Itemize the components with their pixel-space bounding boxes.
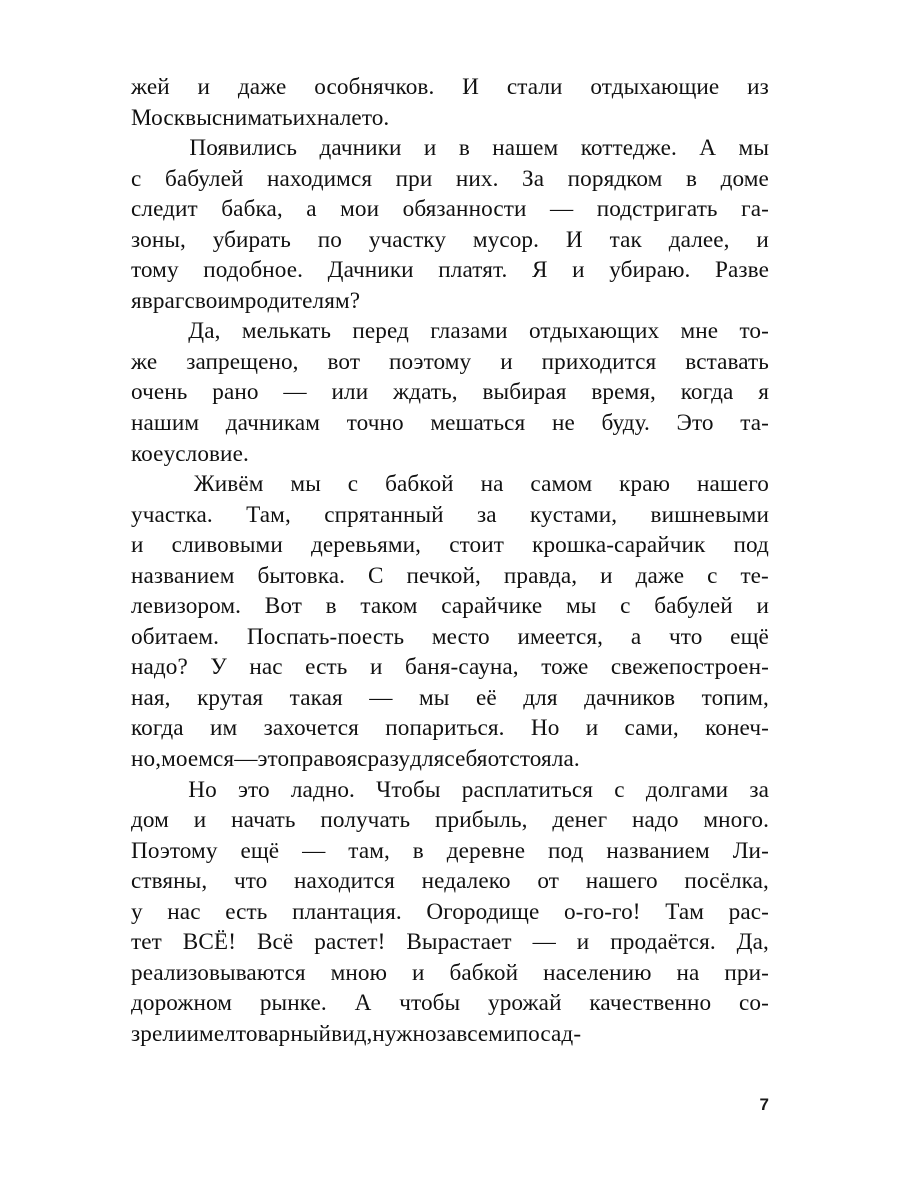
word: них. <box>455 165 499 192</box>
word: мною <box>330 959 388 986</box>
text-line <box>131 225 769 256</box>
text-line <box>131 622 769 653</box>
word: враг <box>141 287 185 314</box>
word: сарайчике <box>441 593 543 620</box>
word: в <box>685 165 698 192</box>
word: запрещено, <box>186 348 299 375</box>
word: баня-сауна, <box>404 654 519 681</box>
text-line <box>131 469 769 500</box>
word: сами, <box>624 715 679 742</box>
word: я <box>758 379 769 406</box>
word: та- <box>740 410 769 437</box>
text-line <box>131 652 769 683</box>
text-line <box>131 866 769 897</box>
word: топим, <box>701 684 769 711</box>
word: порядком <box>567 165 663 192</box>
word: очень <box>131 379 188 406</box>
word: сразу <box>357 746 411 773</box>
word: имеется, <box>517 623 604 650</box>
word: есть <box>225 898 268 925</box>
word: крошка-сарайчик <box>532 532 706 559</box>
word: прибыль, <box>435 807 528 834</box>
word: то- <box>739 318 769 345</box>
word: лето. <box>339 104 390 131</box>
word: продаётся. <box>610 929 716 956</box>
word: а <box>630 623 642 650</box>
word: Я <box>531 257 548 284</box>
word: даже <box>635 562 685 589</box>
word: и <box>131 532 144 559</box>
word: убирать <box>212 226 291 253</box>
word: под <box>733 532 769 559</box>
word: время, <box>591 379 656 406</box>
word: нас <box>249 654 283 681</box>
word: когда <box>680 379 734 406</box>
word: получать <box>320 807 411 834</box>
word: — <box>369 684 393 711</box>
word: правда, <box>503 562 578 589</box>
word: Поэтому <box>131 837 218 864</box>
word: мне <box>680 318 719 345</box>
word: Это <box>676 410 714 437</box>
text-line <box>131 836 769 867</box>
word: под <box>548 837 584 864</box>
word: бабулей <box>654 593 733 620</box>
word: доме <box>720 165 769 192</box>
word: — <box>283 379 307 406</box>
word: особнячков. <box>314 74 435 100</box>
word: на <box>480 471 504 498</box>
word: в <box>412 837 424 864</box>
word: за <box>436 1020 457 1047</box>
word: Да, <box>736 929 769 956</box>
word: Дачники <box>327 257 414 284</box>
word: платят. <box>438 257 508 284</box>
word: сливовыми <box>171 532 283 559</box>
word: что <box>669 623 703 650</box>
word: с <box>131 165 142 192</box>
word: С <box>367 562 384 589</box>
word: когда <box>131 715 184 742</box>
word: зрел <box>131 1020 175 1047</box>
word: при- <box>724 959 769 986</box>
word: те- <box>740 562 769 589</box>
word: Всё <box>256 929 294 956</box>
word: и <box>756 226 769 253</box>
word: с <box>620 593 631 620</box>
word: А <box>699 135 717 162</box>
text-line <box>131 286 769 317</box>
word: и <box>576 929 590 956</box>
word: краю <box>619 471 671 498</box>
word: их <box>292 104 317 131</box>
text-line <box>131 316 769 347</box>
word: реализовываются <box>131 959 306 986</box>
word: её <box>475 684 497 711</box>
word: ждать, <box>393 379 458 406</box>
word: мелькать <box>241 318 332 345</box>
word: вид, <box>331 1020 373 1047</box>
word: названием <box>131 562 235 589</box>
text-line <box>131 958 769 989</box>
word: в <box>458 135 470 162</box>
word: нашего <box>585 868 658 895</box>
word: своим <box>184 287 245 314</box>
word: мы <box>419 684 450 711</box>
word: — <box>234 746 258 773</box>
text-line <box>131 713 769 744</box>
word: и <box>423 135 437 162</box>
word: перед <box>352 318 409 345</box>
word: со- <box>739 990 769 1017</box>
word: поэтому <box>389 348 472 375</box>
word: — <box>532 929 556 956</box>
word: с <box>347 471 359 498</box>
word: ствяны, <box>131 868 208 895</box>
text-line <box>131 561 769 592</box>
word: мы <box>566 593 597 620</box>
text-line <box>131 103 769 134</box>
word: бабулей <box>164 165 244 192</box>
word: это <box>257 746 290 773</box>
word: тому <box>131 257 179 284</box>
word: Ли- <box>732 837 769 864</box>
word: обязанности <box>402 196 527 223</box>
paragraph <box>131 133 769 316</box>
text-line <box>131 744 769 775</box>
word: вот <box>327 348 361 375</box>
word: Поспать-поесть <box>246 623 405 650</box>
word: таком <box>360 593 418 620</box>
word: жей <box>131 74 170 100</box>
paragraph <box>131 469 769 774</box>
word: моемся <box>161 746 235 773</box>
paragraph <box>131 316 769 469</box>
word: отдыхающих <box>528 318 660 345</box>
text-line <box>131 1019 769 1050</box>
word: и <box>197 74 211 100</box>
text-line <box>131 530 769 561</box>
word: по <box>317 226 342 253</box>
word: бабка, <box>221 196 283 223</box>
paragraph <box>131 72 769 133</box>
word: но, <box>131 746 162 773</box>
word: с <box>614 776 625 803</box>
word: населению <box>543 959 652 986</box>
word: урожай <box>488 990 562 1017</box>
word: и <box>193 807 207 834</box>
word: зоны, <box>131 226 186 253</box>
word: Чтобы <box>376 776 441 803</box>
word: следит <box>131 196 198 223</box>
word: рас- <box>728 898 769 925</box>
word: глазами <box>430 318 508 345</box>
word: самом <box>530 471 593 498</box>
text-line <box>131 897 769 928</box>
word: дачники <box>319 135 402 162</box>
word: а <box>306 196 317 223</box>
word: надо <box>632 807 679 834</box>
word: находимся <box>267 165 373 192</box>
word: Но <box>188 776 217 803</box>
word: га- <box>741 196 769 223</box>
word: Живём <box>193 471 264 498</box>
word: И <box>462 74 480 100</box>
word: рынке. <box>259 990 327 1017</box>
word: Огородище <box>426 898 540 925</box>
word: стоит <box>449 532 504 559</box>
word: нашем <box>492 135 559 162</box>
word: и <box>500 348 513 375</box>
word: там, <box>348 837 390 864</box>
word: место <box>431 623 490 650</box>
word: конеч- <box>705 715 769 742</box>
word: на <box>316 104 340 131</box>
word: кустами, <box>529 501 618 528</box>
word: тоже <box>541 654 589 681</box>
word: участку <box>368 226 447 253</box>
word: начать <box>231 807 296 834</box>
word: мои <box>340 196 380 223</box>
text-line <box>131 683 769 714</box>
text-line <box>131 194 769 225</box>
word: отстояла. <box>487 746 580 773</box>
word: коттедже. <box>580 135 677 162</box>
word: это <box>237 776 270 803</box>
word: есть <box>305 654 348 681</box>
word: с <box>707 562 718 589</box>
word: печкой, <box>406 562 481 589</box>
word: мусор. <box>472 226 540 253</box>
word: ещё <box>240 837 280 864</box>
word: за <box>749 776 769 803</box>
word: тет <box>131 929 162 956</box>
word: убираю. <box>609 257 691 284</box>
word: У <box>210 654 227 681</box>
word: Москвы <box>131 104 212 131</box>
word: отдыхающие <box>590 74 720 100</box>
text-line <box>131 805 769 836</box>
word: Там, <box>246 501 291 528</box>
word: посад- <box>515 1020 582 1047</box>
word: и <box>585 715 599 742</box>
word: же <box>131 348 158 375</box>
word: названием <box>606 837 710 864</box>
word: плантация. <box>292 898 402 925</box>
word: деревьями, <box>311 532 422 559</box>
word: себя <box>444 746 488 773</box>
word: и <box>756 593 769 620</box>
word: имел <box>186 1020 236 1047</box>
word: что <box>233 868 268 895</box>
word: за <box>477 501 497 528</box>
word: захочется <box>263 715 359 742</box>
text-line <box>131 439 769 470</box>
word: ВСЁ! <box>182 929 237 956</box>
word: бабкой <box>385 471 454 498</box>
word: у <box>131 898 143 925</box>
word: на <box>676 959 700 986</box>
word: Разве <box>715 257 769 284</box>
word: я <box>131 287 142 314</box>
word: денег <box>552 807 608 834</box>
word: и <box>174 1020 187 1047</box>
word: — <box>302 837 326 864</box>
word: такая <box>289 684 343 711</box>
word: и <box>412 959 425 986</box>
word: товарный <box>235 1020 332 1047</box>
text-line <box>131 500 769 531</box>
word: посёлка, <box>684 868 769 895</box>
word: Там <box>665 898 705 925</box>
word: при <box>395 165 433 192</box>
word: родителям? <box>244 287 361 314</box>
word: условие. <box>163 440 249 467</box>
word: крутая <box>197 684 264 711</box>
word: или <box>331 379 369 406</box>
word: И <box>565 226 583 253</box>
word: для <box>523 684 558 711</box>
page-number: 7 <box>759 1095 769 1114</box>
word: дорожном <box>131 990 233 1017</box>
word: в <box>325 593 337 620</box>
word: надо? <box>131 654 188 681</box>
word: — <box>549 196 574 223</box>
text-line <box>131 408 769 439</box>
word: левизором. <box>131 593 242 620</box>
word: спрятанный <box>324 501 444 528</box>
word: нужно <box>372 1020 437 1047</box>
word: кое <box>131 440 164 467</box>
word: мы <box>290 471 321 498</box>
word: вставать <box>685 348 769 375</box>
text-line <box>131 775 769 806</box>
word: вишневыми <box>650 501 769 528</box>
word: и <box>572 257 585 284</box>
word: право <box>289 746 347 773</box>
word: точно <box>346 410 404 437</box>
word: За <box>522 165 545 192</box>
text-line <box>131 927 769 958</box>
word: далее, <box>668 226 730 253</box>
word: даже <box>237 74 287 100</box>
word: Вот <box>264 593 302 620</box>
word: всеми <box>456 1020 516 1047</box>
word: мы <box>738 135 769 162</box>
word: бабкой <box>449 959 519 986</box>
word: находится <box>294 868 395 895</box>
word: буду. <box>601 410 650 437</box>
word: деревне <box>446 837 526 864</box>
text-line <box>131 377 769 408</box>
word: свежепостроен- <box>610 654 769 681</box>
word: им <box>209 715 238 742</box>
word: нашего <box>696 471 769 498</box>
text-line <box>131 133 769 164</box>
word: А <box>354 990 372 1017</box>
word: попариться. <box>385 715 505 742</box>
word: я <box>346 746 358 773</box>
word: так <box>609 226 642 253</box>
word: приходится <box>541 348 657 375</box>
word: ладно. <box>290 776 355 803</box>
word: растет! <box>314 929 386 956</box>
word: Вырастает <box>406 929 512 956</box>
word: дом <box>131 807 169 834</box>
word: подобное. <box>203 257 304 284</box>
word: рано <box>212 379 259 406</box>
word: нас <box>167 898 201 925</box>
word: ещё <box>730 623 769 650</box>
text-line <box>131 347 769 378</box>
text-line <box>131 72 769 103</box>
word: от <box>537 868 559 895</box>
word: для <box>410 746 445 773</box>
text-line <box>131 988 769 1019</box>
word: выбирая <box>482 379 567 406</box>
text-line <box>131 255 769 286</box>
body-text-column <box>131 72 769 1050</box>
word: и <box>600 562 613 589</box>
word: много. <box>703 807 769 834</box>
word: недалеко <box>421 868 511 895</box>
word: из <box>747 74 769 100</box>
word: нашим <box>131 410 200 437</box>
word: дачников <box>584 684 676 711</box>
word: Появились <box>189 135 298 162</box>
word: бытовка. <box>257 562 346 589</box>
word: Да, <box>188 318 221 345</box>
word: о-го-го! <box>563 898 641 925</box>
text-line <box>131 591 769 622</box>
word: обитаем. <box>131 623 220 650</box>
word: не <box>551 410 575 437</box>
paragraph <box>131 775 769 1050</box>
word: Но <box>530 715 560 742</box>
word: расплатиться <box>461 776 594 803</box>
word: мешаться <box>430 410 526 437</box>
word: чтобы <box>399 990 461 1017</box>
word: долгами <box>645 776 729 803</box>
word: снимать <box>211 104 293 131</box>
word: ная, <box>131 684 171 711</box>
word: дачникам <box>225 410 321 437</box>
word: подстригать <box>596 196 718 223</box>
word: и <box>369 654 383 681</box>
word: участка. <box>131 501 213 528</box>
word: качественно <box>589 990 712 1017</box>
text-line <box>131 164 769 195</box>
word: стали <box>506 74 563 100</box>
